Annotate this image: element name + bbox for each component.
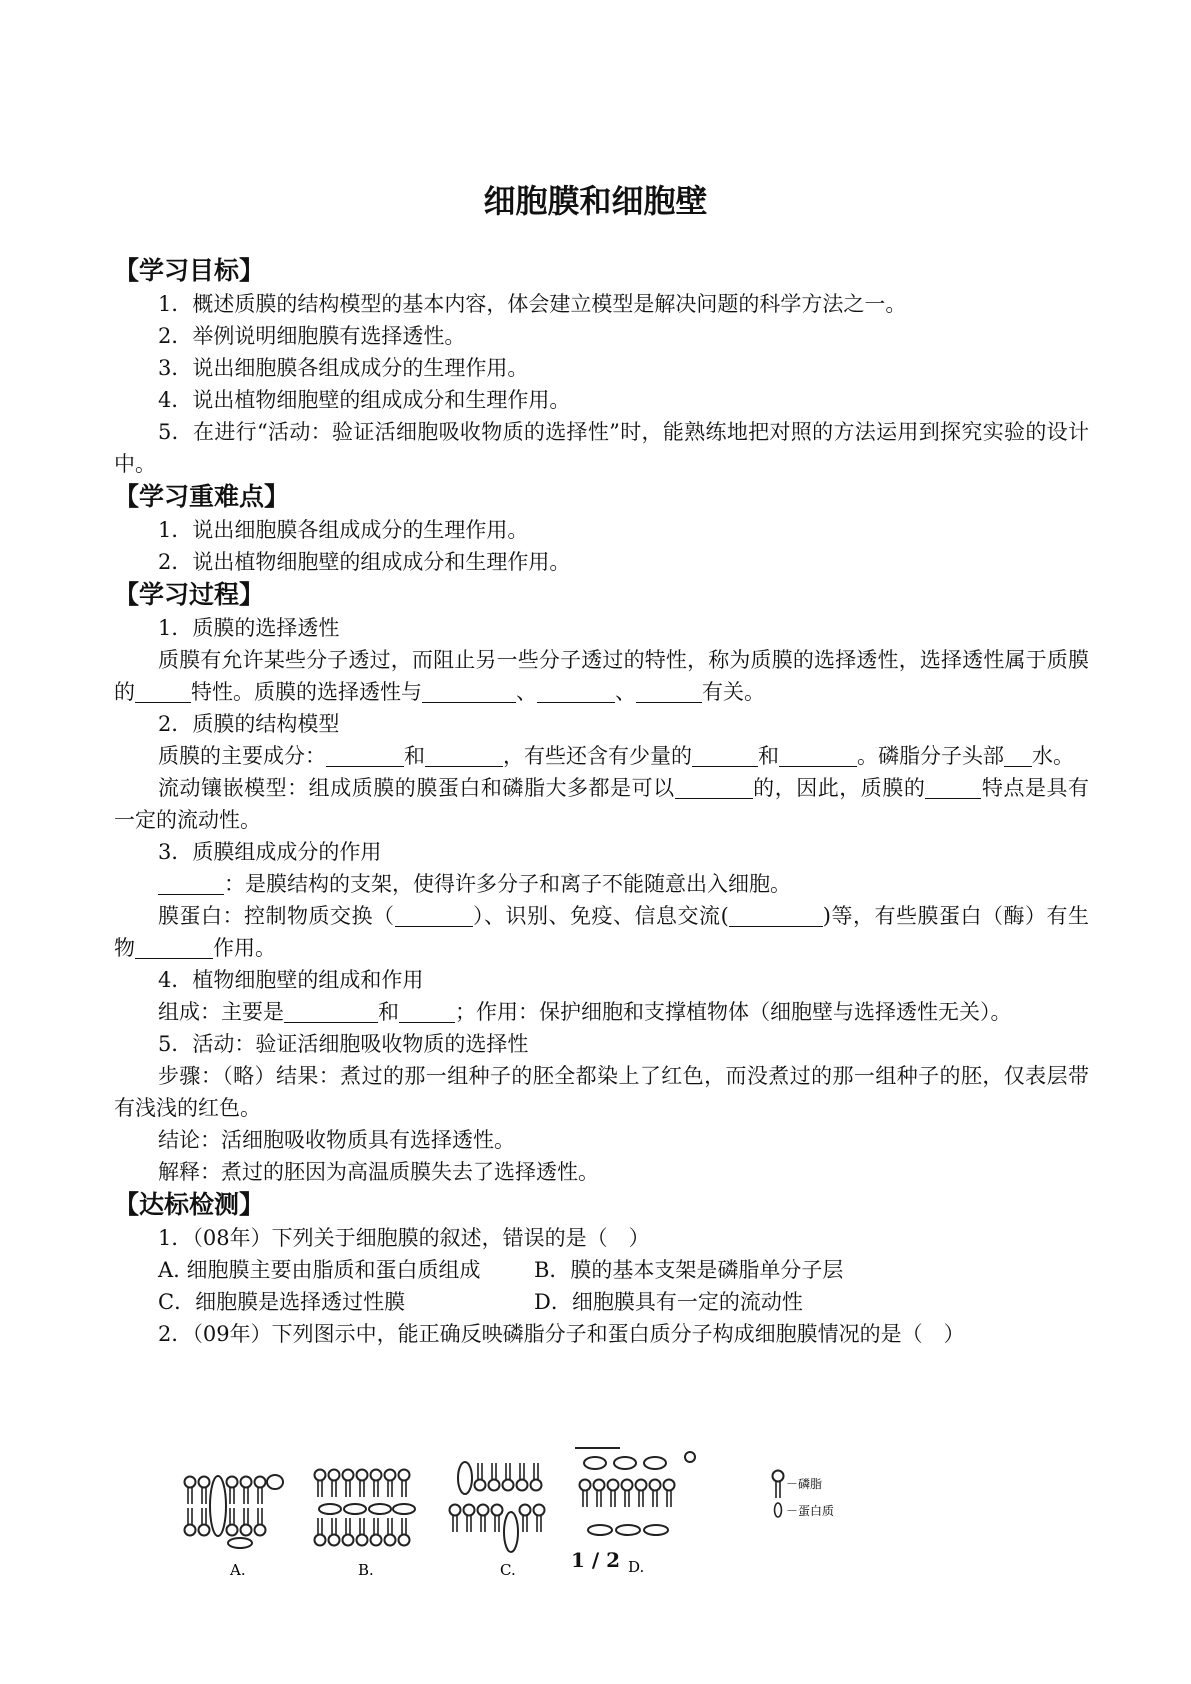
diagram-label-c: C. bbox=[500, 1561, 516, 1579]
fill-blank[interactable] bbox=[135, 680, 191, 703]
subsection-title: 2．质膜的结构模型 bbox=[158, 712, 340, 736]
fill-blank[interactable] bbox=[675, 776, 753, 799]
question-1-options-row-2 bbox=[114, 1286, 1089, 1318]
fill-blank[interactable] bbox=[692, 744, 758, 767]
diagram-label-a: A. bbox=[230, 1561, 246, 1579]
diagram-d[interactable] bbox=[575, 1448, 695, 1535]
goal-item: 4．说出植物细胞壁的组成成分和生理作用。 bbox=[158, 388, 571, 412]
page-number: 1 / 2 bbox=[570, 1548, 621, 1572]
selective-permeability-paragraph: 质膜有允许某些分子透过，而阻止另一些分子透过的特性，称为质膜的选择透性，选择透性属于质膜的 特性。质膜的选择透性与 、 、 有关。 bbox=[114, 648, 1089, 704]
question-1: 1．（08年）下列关于细胞膜的叙述，错误的是（ ） bbox=[158, 1226, 650, 1250]
goal-item: 3．说出细胞膜各组成成分的生理作用。 bbox=[158, 356, 529, 380]
question-2: 2．（09年）下列图示中，能正确反映磷脂分子和蛋白质分子构成细胞膜情况的是（ ） bbox=[158, 1322, 965, 1346]
activity-conclusion: 结论：活细胞吸收物质具有选择透性。 bbox=[158, 1128, 515, 1152]
fill-blank[interactable] bbox=[425, 744, 503, 767]
section-heading-key-points: 【学习重难点】 bbox=[114, 482, 290, 511]
membrane-components-paragraph: 质膜的主要成分： 和 ，有些还含有少量的 和 。磷脂分子头部 水。 bbox=[158, 744, 1074, 768]
fill-blank[interactable] bbox=[399, 1000, 455, 1023]
option-b[interactable]: B．膜的基本支架是磷脂单分子层 bbox=[534, 1258, 844, 1282]
goal-item: 2．举例说明细胞膜有选择透性。 bbox=[158, 324, 466, 348]
fill-blank[interactable] bbox=[422, 680, 516, 703]
diagram-legend bbox=[773, 1471, 835, 1519]
key-point-item: 1．说出细胞膜各组成成分的生理作用。 bbox=[158, 518, 529, 542]
membrane-diagram-figure bbox=[180, 1440, 880, 1610]
activity-explanation: 解释：煮过的胚因为高温质膜失去了选择透性。 bbox=[158, 1160, 599, 1184]
cell-wall-paragraph: 组成：主要是 和 ；作用：保护细胞和支撑植物体（细胞壁与选择透性无关）。 bbox=[158, 1000, 1012, 1024]
activity-steps: 步骤：（略）结果：煮过的那一组种子的胚全都染上了红色，而没煮过的那一组种子的胚，仅表层带有浅浅的红色。 bbox=[114, 1064, 1089, 1120]
fill-blank[interactable] bbox=[779, 744, 857, 767]
diagram-a[interactable] bbox=[185, 1475, 284, 1548]
option-a[interactable]: A. 细胞膜主要由脂质和蛋白质组成 bbox=[158, 1258, 481, 1282]
protein-role-paragraph: 膜蛋白：控制物质交换（ ）、识别、免疫、信息交流( )等，有些膜蛋白（酶）有生物 作用。 bbox=[114, 904, 1089, 960]
fill-blank[interactable] bbox=[729, 904, 823, 927]
fill-blank[interactable] bbox=[284, 1000, 378, 1023]
key-point-item: 2．说出植物细胞壁的组成成分和生理作用。 bbox=[158, 550, 571, 574]
section-heading-goals: 【学习目标】 bbox=[114, 256, 265, 285]
document-body bbox=[114, 254, 1089, 1350]
fluid-mosaic-paragraph: 流动镶嵌模型：组成质膜的膜蛋白和磷脂大多都是可以 的，因此，质膜的 特点是具有一定的流动性。 bbox=[114, 776, 1090, 832]
diagram-label-b: B. bbox=[358, 1561, 374, 1579]
option-d[interactable]: D．细胞膜具有一定的流动性 bbox=[534, 1290, 803, 1314]
subsection-title: 1．质膜的选择透性 bbox=[158, 616, 340, 640]
option-c[interactable]: C．细胞膜是选择透过性膜 bbox=[158, 1290, 406, 1314]
fill-blank[interactable] bbox=[636, 680, 702, 703]
subsection-title: 3．质膜组成成分的作用 bbox=[158, 840, 382, 864]
fill-blank[interactable] bbox=[1004, 744, 1032, 767]
question-1-options-row-1 bbox=[114, 1254, 1089, 1286]
page-title: 细胞膜和细胞壁 bbox=[483, 182, 708, 220]
fill-blank[interactable] bbox=[158, 872, 224, 895]
fill-blank[interactable] bbox=[326, 744, 404, 767]
fill-blank[interactable] bbox=[925, 776, 981, 799]
lipid-role-paragraph: ：是膜结构的支架，使得许多分子和离子不能随意出入细胞。 bbox=[114, 868, 1089, 900]
section-heading-process: 【学习过程】 bbox=[114, 580, 265, 609]
subsection-title: 4．植物细胞壁的组成和作用 bbox=[158, 968, 424, 992]
goal-item: 5．在进行“活动：验证活细胞吸收物质的选择性”时，能熟练地把对照的方法运用到探究实验的设计中。 bbox=[114, 420, 1089, 476]
section-heading-test: 【达标检测】 bbox=[114, 1190, 265, 1219]
legend-protein-label: －蛋白质 bbox=[786, 1504, 835, 1518]
diagram-c[interactable] bbox=[450, 1462, 545, 1552]
diagram-b[interactable] bbox=[315, 1470, 416, 1546]
legend-lipid-label: －磷脂 bbox=[786, 1477, 823, 1491]
diagram-label-d: D. bbox=[628, 1558, 645, 1576]
goal-item: 1．概述质膜的结构模型的基本内容，体会建立模型是解决问题的科学方法之一。 bbox=[158, 292, 907, 316]
fill-blank[interactable] bbox=[537, 680, 615, 703]
fill-blank[interactable] bbox=[135, 936, 213, 959]
subsection-title: 5．活动：验证活细胞吸收物质的选择性 bbox=[158, 1032, 529, 1056]
fill-blank[interactable] bbox=[395, 904, 473, 927]
